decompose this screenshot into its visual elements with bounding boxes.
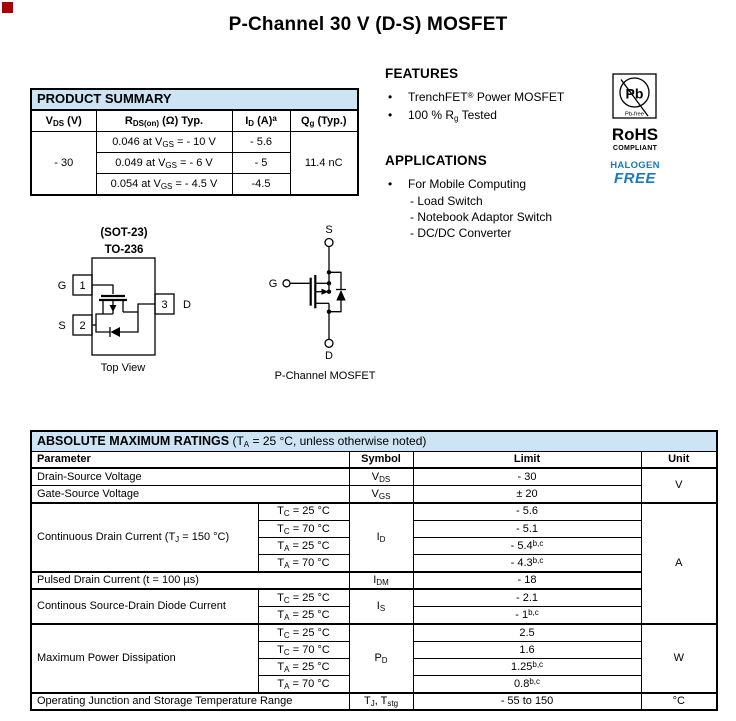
package-name: TO-236 [104,244,144,256]
amr-symbol: $I_S$ [349,589,413,624]
gate-label: G [57,280,67,292]
amr-limit: - 5.1 [413,520,641,537]
amr-symbol: $T_J$, $T_{stg}$ [349,693,413,710]
body-arrow-icon [322,289,329,295]
ps-cell-qg: 11.4 nC [290,132,358,195]
internal-gate-lead [92,285,113,294]
amr-unit-w: W [641,624,717,693]
amr-title [31,431,717,451]
amr-limit: 1.6 [413,641,641,658]
features-section [385,66,600,124]
amr-limit: - 30 [413,468,641,485]
amr-condition: $T_C = 70$ °C [258,520,349,537]
ps-cell-id-2: - 5 [232,153,290,174]
amr-condition: $T_C = 70$ °C [258,641,349,658]
amr-limit: - 1$^{b,c}$ [413,607,641,624]
amr-condition: $T_A = 70$ °C [258,555,349,572]
application-subitem: - Notebook Adaptor Switch [410,210,553,224]
amr-condition: $T_A = 70$ °C [258,676,349,693]
amr-limit: ± 20 [413,486,641,503]
drain-terminal [325,339,333,347]
halogen-label: HALOGEN [610,160,660,171]
amr-unit-a: A [641,503,717,624]
product-summary-title: PRODUCT SUMMARY [31,89,358,110]
amr-limit: - 5.4$^{b,c}$ [413,537,641,554]
amr-symbol: $P_D$ [349,624,413,693]
amr-condition: $T_A = 25$ °C [258,659,349,676]
amr-param: Continuous Drain Current ($T_J = 150$ °C) [31,503,258,572]
source-label: S [58,320,66,332]
page-title: P-Channel 30 V (D-S) MOSFET [228,14,508,35]
amr-limit: 2.5 [413,624,641,641]
amr-limit: 0.8$^{b,c}$ [413,676,641,693]
rohs-compliant-label: COMPLIANT [612,145,658,152]
svg-text:Pb-free: Pb-free [624,111,645,118]
rohs-label: RoHS [611,125,659,144]
amr-limit: - 18 [413,572,641,589]
features-list [385,88,600,124]
pb-free-icon [610,73,660,121]
application-subitem: - DC/DC Converter [410,226,512,240]
amr-limit: - 5.6 [413,503,641,520]
amr-condition: $T_C = 25$ °C [258,503,349,520]
schematic-gate-label: G [268,278,278,290]
features-title: FEATURES [385,66,459,81]
amr-title-main: ABSOLUTE MAXIMUM RATINGS [37,434,230,448]
amr-limit: - 2.1 [413,589,641,606]
amr-param: Gate-Source Voltage [31,486,349,503]
ps-cell-rds-2: 0.049 at $V_{GS}$ = - 6 V [96,153,232,174]
amr-param: Operating Junction and Storage Temperature Range [31,693,349,710]
amr-unit-c: °C [641,693,717,710]
ps-cell-vds: - 30 [31,132,96,195]
source-terminal [325,239,333,247]
halogen-free-label: FREE [613,170,656,187]
ps-cell-rds-1: 0.046 at $V_{GS}$ = - 10 V [96,132,232,153]
ps-header-qg: $Q_g$ (Typ.) [290,110,358,132]
amr-condition: $T_A = 25$ °C [258,607,349,624]
feature-item: • 100 % $R_g$ Tested [385,106,600,124]
absolute-maximum-ratings-table [30,430,718,711]
package-subtitle: (SOT-23) [100,227,148,239]
internal-diode-icon [111,327,121,337]
amr-param: Continous Source-Drain Diode Current [31,589,258,624]
amr-symbol: $V_{GS}$ [349,486,413,503]
amr-condition: $T_C = 25$ °C [258,589,349,606]
drain-label: D [183,299,191,311]
product-summary-table [30,88,359,196]
schematic-drain-label: D [325,350,333,362]
ps-header-vds: $V_{DS}$ (V) [31,110,96,132]
amr-header-parameter: Parameter [31,451,349,468]
applications-list [385,175,605,193]
amr-param: Drain-Source Voltage [31,468,349,485]
application-item: • For Mobile Computing [385,175,605,193]
feature-item: • TrenchFET® Power MOSFET [385,88,600,106]
schematic-source-label: S [325,224,333,236]
amr-limit: - 4.3$^{b,c}$ [413,555,641,572]
amr-limit: 1.25$^{b,c}$ [413,659,641,676]
topview-caption: Top View [100,362,146,374]
corner-marker [2,2,13,13]
amr-param: Pulsed Drain Current (t = 100 µs) [31,572,349,589]
schematic-caption: P-Channel MOSFET [274,370,376,382]
ps-cell-rds-3: 0.054 at $V_{GS}$ = - 4.5 V [96,174,232,195]
pin2-number: 2 [79,320,86,332]
amr-title-note: ($T_A = 25$ °C, unless otherwise noted) [229,434,427,449]
mosfet-schematic [265,220,397,386]
gate-terminal [283,280,290,287]
amr-symbol: $V_{DS}$ [349,468,413,485]
amr-param: Maximum Power Dissipation [31,624,258,693]
amr-condition: $T_C = 25$ °C [258,624,349,641]
amr-header-unit: Unit [641,451,717,468]
body-diode-icon [336,290,345,301]
application-subitem: - Load Switch [410,194,483,208]
pin1-number: 1 [79,280,86,292]
body-diode-branch [329,272,341,289]
internal-body-arrow-icon [110,305,117,312]
amr-symbol: $I_{DM}$ [349,572,413,589]
pin3-number: 3 [161,299,168,311]
amr-unit-v: V [641,468,717,503]
amr-symbol: $I_D$ [349,503,413,572]
amr-limit: - 55 to 150 [413,693,641,710]
amr-condition: $T_A = 25$ °C [258,537,349,554]
compliance-badges [607,73,663,187]
applications-title: APPLICATIONS [385,153,487,168]
svg-text:Pb: Pb [625,85,644,102]
ps-cell-id-1: - 5.6 [232,132,290,153]
amr-header-symbol: Symbol [349,451,413,468]
ps-cell-id-3: -4.5 [232,174,290,195]
ps-header-id: $I_D$ $(A)^a$ [232,110,290,132]
package-topview-diagram [50,222,200,378]
ps-header-rds: $R_{DS(on)}$ (Ω) Typ. [96,110,232,132]
amr-header-limit: Limit [413,451,641,468]
applications-section [385,153,605,241]
applications-sublist [385,193,605,241]
